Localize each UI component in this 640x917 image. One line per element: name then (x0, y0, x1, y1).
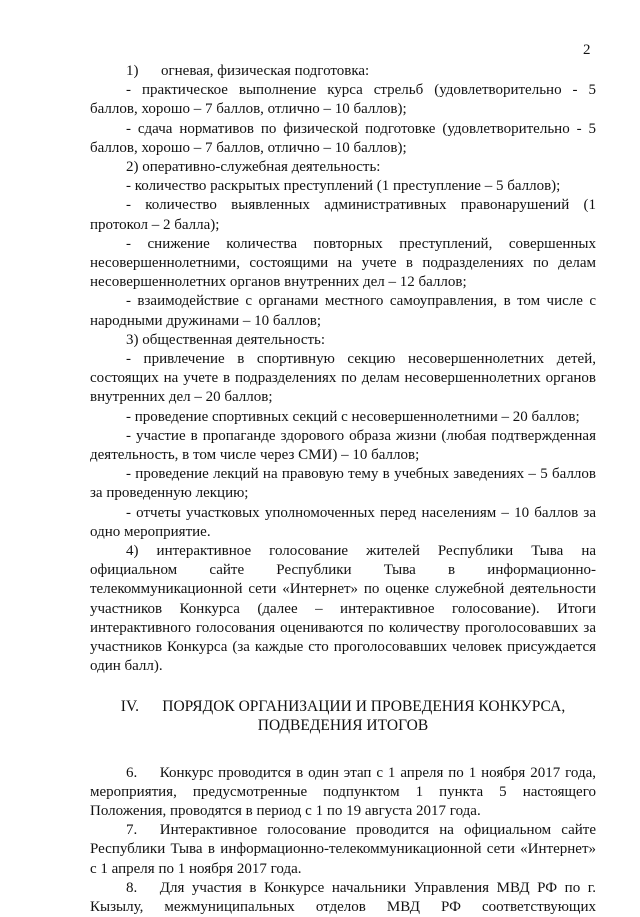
list-item-reports: - отчеты участковых уполномоченных перед населениям – 10 баллов за одно мероприятие. (90, 504, 596, 540)
list-item-operational-activity: 2) оперативно-служебная деятельность: (126, 159, 381, 176)
section-spacer (90, 735, 596, 764)
list-item-healthy-lifestyle: - участие в пропаганде здорового образа жизни (любая подтвержденная деятельность, в том числе через СМИ) – 10 баллов; (90, 427, 596, 464)
list-item-repeat-crimes: - снижение количества повторных преступлений, совершенных несовершеннолетними, состоящими на учете в подразделениях по делам несовершеннолетних органов внутренних дел – 12 баллов; (90, 235, 596, 291)
list-item-local-government: - взаимодействие с органами местного самоуправления, в том числе с народными дружинами – 10 баллов; (90, 293, 596, 329)
list-item-solved-crimes: - количество раскрытых преступлений (1 преступление – 5 баллов); (126, 178, 561, 195)
clause-7: 7. Интерактивное голосование проводится на официальном сайте Республики Тыва в информационно-телекоммуникационной сети «Интернет» с 1 апреля по 1 ноября 2017 года. (90, 822, 596, 877)
list-item-public-activity: 3) общественная деятельность: (126, 331, 326, 348)
list-item-legal-lectures: - проведение лекций на правовую тему в учебных заведениях – 5 баллов за проведенную лекцию; (90, 466, 596, 502)
list-item-sports-sections-minors: - проведение спортивных секций с несовершеннолетними – 20 баллов; (126, 408, 580, 425)
list-item-shooting-course: - практическое выполнение курса стрельб (удовлетворительно - 5 баллов, хорошо – 7 баллов, отлично – 10 баллов); (90, 82, 596, 118)
list-item-interactive-voting: 4) интерактивное голосование жителей Республики Тыва на официальном сайте Республики Тыва в информационно-телекоммуникационной сети «Интернет» по оценке служебной деятельности участников Конкурса (далее – интерактивное голосование). Итоги интерактивного голосования оцениваются по количеству проголосовавших за участников Конкурса (за каждые сто проголосовавших человек присуждается один балл). (90, 543, 596, 675)
list-item-administrative-offenses: - количество выявленных административных правонарушений (1 протокол – 2 балла); (90, 197, 596, 233)
section-heading-line1: IV. ПОРЯДОК ОРГАНИЗАЦИИ И ПРОВЕДЕНИЯ КОНКУРСА, (120, 697, 566, 715)
clause-8: 8. Для участия в Конкурсе начальники Управления МВД РФ по г. Кызылу, межмуниципальных отделов МВД РФ соответствующих (90, 879, 596, 915)
page-number: 2 (583, 42, 591, 58)
list-item-firearms-physical: 1) огневая, физическая подготовка: (126, 63, 370, 79)
document-body (90, 62, 596, 917)
list-item-sports-section: - привлечение в спортивную секцию несовершеннолетних детей, состоящих на учете в подразделениях по делам несовершеннолетних органов внутренних дел – 20 баллов; (90, 351, 596, 406)
clause-6: 6. Конкурс проводится в один этап с 1 апреля по 1 ноября 2017 года, мероприятия, предусмотренные подпунктом 1 пункта 5 настоящего Положения, проводятся в период с 1 по 19 августа 2017 года. (90, 764, 596, 819)
list-item-physical-standards: - сдача нормативов по физической подготовке (удовлетворительно - 5 баллов, хорошо – 7 баллов, отлично – 10 баллов); (90, 120, 596, 156)
section-heading (90, 697, 596, 735)
section-heading-line2: ПОДВЕДЕНИЯ ИТОГОВ (257, 716, 429, 734)
